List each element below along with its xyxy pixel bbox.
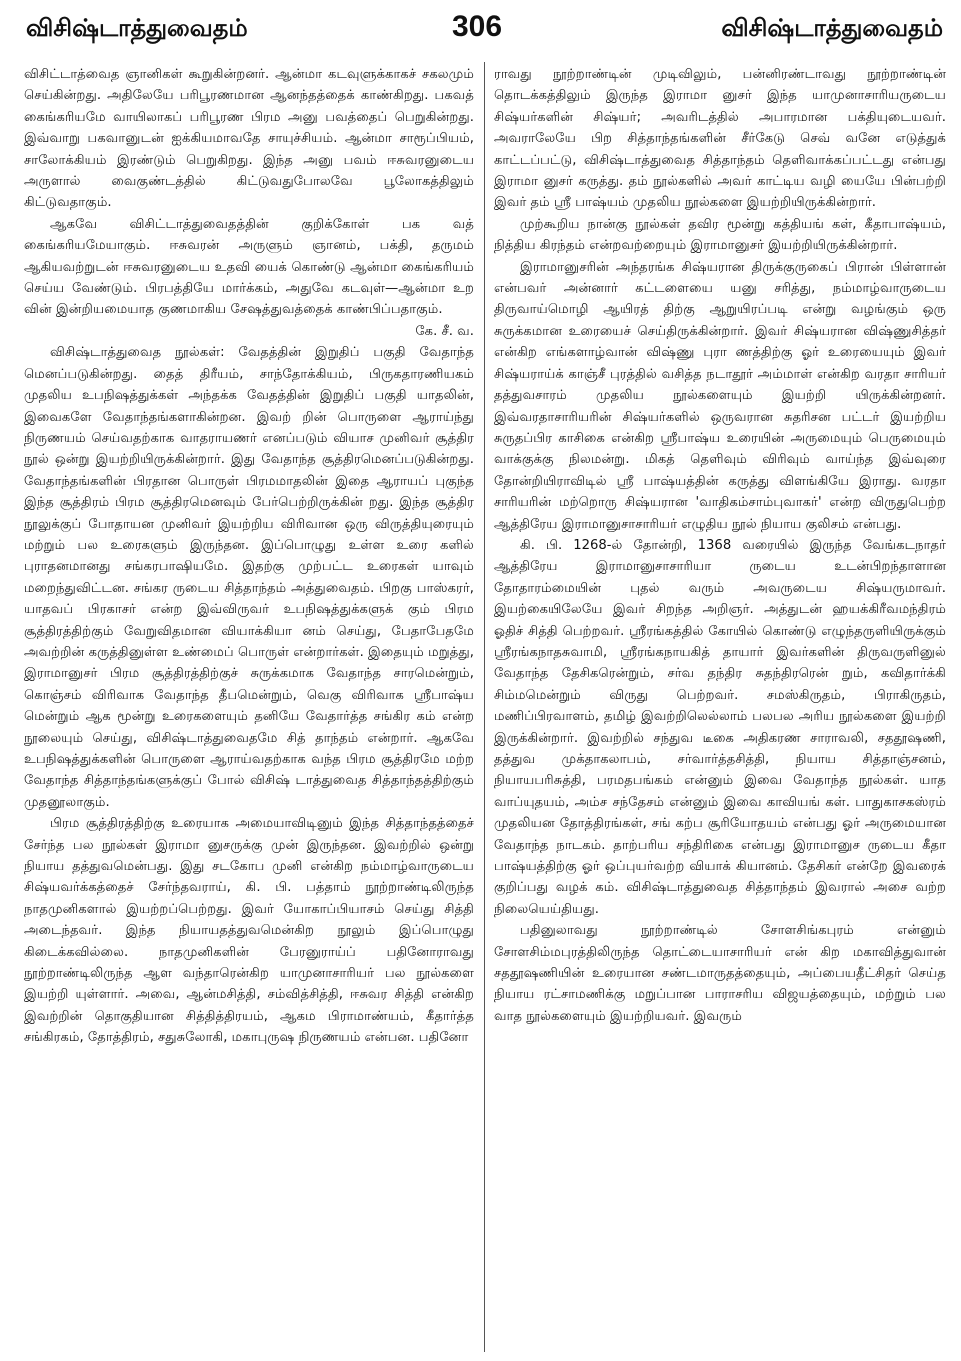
author-initials: கே. சீ. வ.	[415, 323, 474, 339]
section-paragraph: விசிஷ்டாத்துவைத நூல்கள்: வேதத்தின் இறுதிப் பகுதி வேதாந்த மெனப்படுகின்றது. தைத் திரீயம், சாந்தோக்கியம், பிருகதாரணியகம் முதலிய உபநிஷத்துக்கள் அந்தக்க வேதத்தின் இறுதிப் பகுதி யாதலின், இவைகளே வேதாந்தங்களாகின்றன. இவற் றின் பொருளை ஆராய்ந்து நிருணயம் செய்வதற்காக வாதராயணர் எனப்படும் வியாச முனிவர் சூத்திர நூல் ஒன்று இயற்றியிருக்கின்றார். இது வேதாந்த சூத்திரமெனப்படுகின்றது. வேதாந்தங்களின் பிரதான பொருள் பிரமமாதலின் இதை ஆராயப் புகுந்த இந்த சூத்திரம் பிரம சூத்திரமெனவும் பேர்பெற்றிருக்கின் றது. இந்த சூத்திர நூலுக்குப் போதாயன முனிவர் இயற்றிய விரிவான ஒரு விருத்தியுரையும் மற்றும் பல உரைகளும் இருந்தன. இப்பொழுது உள்ள உரை களில் புராதனமானது சங்கரபாஷியமே. இதற்கு முற்பட்ட உரைகள் யாவும் மறைந்துவிட்டன. சங்கர ருடைய சித்தாந்தம் அத்துவைதம். பிறகு பாஸ்கரர், யாதவப் பிரகாசர் என்ற இவ்விருவர் உபநிஷத்துக்களுக் கும் பிரம சூத்திரத்திற்கும் வேறுவிதமான வியாக்கியா னம் செய்து, பேதாபேதமே அவற்றின் கருத்தினுள்ள உண்மைப் பொருள் என்றார்கள். இதையும் மறுத்து, இராமானுசர் பிரம சூத்திரத்திற்குச் சுருக்கமாக வேதாந்த சாரமென்றும், கொஞ்சம் விரிவாக வேதாந்த தீபமென்றும், வெகு விரிவாக ஸ்ரீபாஷ்ய மென்றும் ஆக மூன்று உரைகளையும் தனியே வேதார்த்த சங்கிர கம் என்ற நூலையும் செய்து, விசிஷ்டாத்துவைதமே சித் தாந்தம் என்றார். ஆகவே உபநிஷத்துக்களின் பொருளை ஆராய்வதற்காக வந்த பிரம சூத்திரமே மற்ற வேதாந்த சித்தாந்தங்களுக்குப் போல் விசிஷ் டாத்துவைத சித்தாந்தத்திற்கும் முதனூலாகும்.	[24, 345, 474, 810]
left-column	[24, 64, 474, 1354]
paragraph: முற்கூறிய நான்கு நூல்கள் தவிர மூன்று கத்தியங் கள், கீதாபாஷ்யம், நித்திய கிரந்தம் என்றவற்றையும் இராமானுசர் இயற்றியிருக்கின்றார்.	[494, 216, 946, 254]
paragraph: கி. பி. 1268-ல் தோன்றி, 1368 வரையில் இருந்த வேங்கடநாதர் ஆத்திரேய இராமானுசாசாரியா ருடைய உடன்பிறந்தாளான தோதாரம்மையின் புதல் வரும் அவருடைய சிஷ்யருமாவர். இயற்கையிலேயே இவர் சிறந்த அறிஞர். அத்துடன் ஹயக்கிரீவமந்திரம் ஓதிச் சித்தி பெற்றவர். ஸ்ரீரங்கத்தில் கோயில் கொண்டு எழுந்தருளியிருக்கும் ஸ்ரீரங்கநாதசுவாமி, ஸ்ரீரங்கநாயகித் தாயார் இவர்களின் திருவருளினுல் வேதாந்த தேசிகரென்றும், சர்வ தந்திர சுதந்திரரென் றும், கவிதார்க்கி சிம்மமென்றும் விருது பெற்றவர். சமஸ்கிருதம், பிராகிருதம், மணிப்பிரவாளம், தமிழ் இவற்றிலெல்லாம் பலபல அரிய நூல்களை இயற்றி இருக்கின்றார். இவற்றில் சந்துவ டீகை அதிகரண சாராவலி, சததூஷணி, தத்துவ முக்தாகலாபம், சர்வார்த்தசித்தி, நியாய சித்தாஞ்சனம், நியாயபரிசுத்தி, பரமதபங்கம் என்னும் இவை வேதாந்த நூல்கள். யாத வாப்யுதயம், அம்ச சந்தேசம் என்னும் இவை காவியங் கள். பாதுகாசகஸ்ரம் முதலியன தோத்திரங்கள், சங் கற்ப சூரியோதயம் என்பது ஓர் அருமையான வேதாந்த நாடகம். தாற்பரிய சந்திரிகை என்பது இராமானுச ருடைய கீதா பாஷ்யத்திற்கு ஓர் ஒப்புயர்வற்ற வியாக் கியானம். தேசிகர் என்றே இவரைக் குறிப்பது வழக் கம். விசிஷ்டாத்துவைத சித்தாந்தம் இவரால் அசை வற்ற நிலையெய்தியது.	[494, 537, 946, 917]
page-number: 306	[452, 10, 503, 43]
paragraph: ராவது நூற்றாண்டின் முடிவிலும், பன்னிரண்டாவது நூற்றாண்டின் தொடக்கத்திலும் இருந்த இராமா னுசர் இந்த யாமுனாசாரியருடைய சிஷ்யர்களின் சிஷ்யர்; அவரிடத்தில் அபாரமான பக்தியுடையவர். அவராலேயே பிற சித்தாந்தங்களின் சீர்கேடு செவ் வனே எடுத்துக் காட்டப்பட்டு, விசிஷ்டாத்துவைத சித்தாந்தம் தெளிவாக்கப்பட்டது என்பது இராமா னுசர் கருத்து. தம் நூல்களில் அவர் காட்டிய வழி யையே பின்பற்றி இவர் தம் ஸ்ரீ பாஷ்யம் முதலிய நூல்களை இயற்றியிருக்கின்றார்.	[494, 67, 946, 211]
running-title-right: விசிஷ்டாத்துவைதம்	[721, 14, 943, 42]
paragraph: விசிட்டாத்வைத ஞானிகள் கூறுகின்றனர். ஆன்மா கடவுளுக்காகச் சகலமும் செய்கின்றது. அதிலேயே பரிபூரணமான ஆனந்தத்தைக் காண்கிறது. பகவத் கைங்கரியமே வாயிலாகப் பரிபூரண பிரம அனு பவத்தைப் பெறுகின்றது. இவ்வாறு பகவானுடன் ஐக்கியமாவதே சாயுச்சியம். ஆன்மா சாரூப்பியம், சாலோக்கியம் இரண்டும் பெறுகிறது. இந்த அனு பவம் ஈசுவரனுடைய அருளால் வைகுண்டத்தில் கிட்டுவதுபோலவே பூலோகத்திலும் கிட்டுவதாகும்.	[24, 67, 474, 211]
paragraph: பதினுலாவது நூற்றாண்டில் சோளசிங்கபுரம் என்னும் சோளசிம்மபுரத்திலிருந்த தொட்டையாசாரியர் என் கிற மகாவித்துவான் சததூஷணியின் உரையான சண்டமாருதத்தையும், அப்பையதீட்சிதர் செய்த நியாய ரட்சாமணிக்கு மறுப்பான பாராசரிய விஜயத்தையும், மற்றும் பல வாத நூல்களையும் இயற்றியவர். இவரும்	[494, 923, 946, 1024]
paragraph: பிரம சூத்திரத்திற்கு உரையாக அமையாவிடினும் இந்த சித்தாந்தத்தைச் சேர்ந்த பல நூல்கள் இராமா னுசருக்கு முன் இருந்தன. இவற்றில் ஒன்று நியாய தத்துவமென்பது. இது சடகோப முனி என்கிற நம்மாழ்வாருடைய சிஷ்யவர்க்கத்தைச் சேர்ந்தவராய், கி. பி. பத்தாம் நூற்றாண்டிலிருந்த நாதமுனிகளால் இயற்றப்பெற்றது. இவர் யோகாப்பியாசம் செய்து சித்தி அடைந்தவர். இந்த நியாயதத்துவமென்கிற நூலும் இப்பொழுது கிடைக்கவில்லை. நாதமுனிகளின் பேரனுராய்ப் பதினோராவது நூற்றாண்டிலிருந்த ஆள வந்தாரென்கிற யாமுனாசாரியர் பல நூல்களை இயற்றி யுள்ளார். அவை, ஆன்மசித்தி, சம்வித்சித்தி, ஈசுவர சித்தி என்கிற இவற்றின் தொகுதியான சித்தித்திரயம், ஆகம பிராமாண்யம், கீதார்த்த சங்கிரகம், தோத்திரம், சதுசுலோகி, மகாபுருஷ நிருணயம் என்பன. பதினோ	[24, 816, 474, 1046]
page-header	[0, 0, 961, 58]
right-column	[494, 64, 946, 1354]
paragraph: இராமானுசரின் அந்தரங்க சிஷ்யரான திருக்குருகைப் பிரான் பிள்ளான் என்பவர் அன்னார் கட்டளையை யனு சரித்து, நம்மாழ்வாருடைய திருவாய்மொழி ஆயிரத் திற்கு ஆறுயிரப்படி என்று வழங்கும் ஒரு சுருக்கமான உரையைச் செய்திருக்கின்றார். இவர் சிஷ்யரான விஷ்ணுசித்தர் என்கிற எங்களாழ்வான் விஷ்ணு புரா ணத்திற்கு ஓர் உரையையும் இவர் சிஷ்யராய்க் காஞ்சீ புரத்தில் வசித்த நடாதூர் அம்மாள் என்கிற வரதா சாரியர் தத்துவசாரம் முதலிய நூல்களையும் இயற்றி யிருக்கின்றனர். இவ்வரதாசாரியரின் சிஷ்யர்களில் ஒருவரான சுதரிசன பட்டர் இயற்றிய சுருதப்பிர காசிகை என்கிற ஸ்ரீபாஷ்ய உரையின் அருமையும் பெருமையும் வாக்குக்கு நிலமன்று. மிகத் தெளிவும் விரிவும் வாய்ந்த இவ்வுரை தோன்றியிராவிடில் ஸ்ரீ பாஷ்யத்தின் கருத்து விளங்கியே இராது. வரதா சாரியரின் மற்றொரு சிஷ்யரான 'வாதிகம்சாம்புவாகர்' என்ற விருதுபெற்ற ஆத்திரேய இராமானுசாசாரியர் எழுதிய நூல் நியாய குலிசம் என்பது.	[494, 259, 946, 532]
paragraph: ஆகவே விசிட்டாத்துவைதத்தின் குறிக்கோள் பக வத் கைங்கரியமேயாகும். ஈசுவரன் அருளும் ஞானம், பக்தி, தருமம் ஆகியவற்றுடன் ஈசுவரனுடைய உதவி யைக் கொண்டு ஆன்மா கைங்கரியம் செய்ய வேண்டும். பிரபத்தியே மார்க்கம், அதுவே கடவுள்—ஆன்மா உற வின் இன்றியமையாத குணமாகிய சேஷத்துவத்தைக் காண்பிப்பதாகும்.	[24, 216, 474, 318]
running-title-left: விசிஷ்டாத்துவைதம்	[26, 14, 248, 42]
column-divider	[484, 62, 485, 1352]
